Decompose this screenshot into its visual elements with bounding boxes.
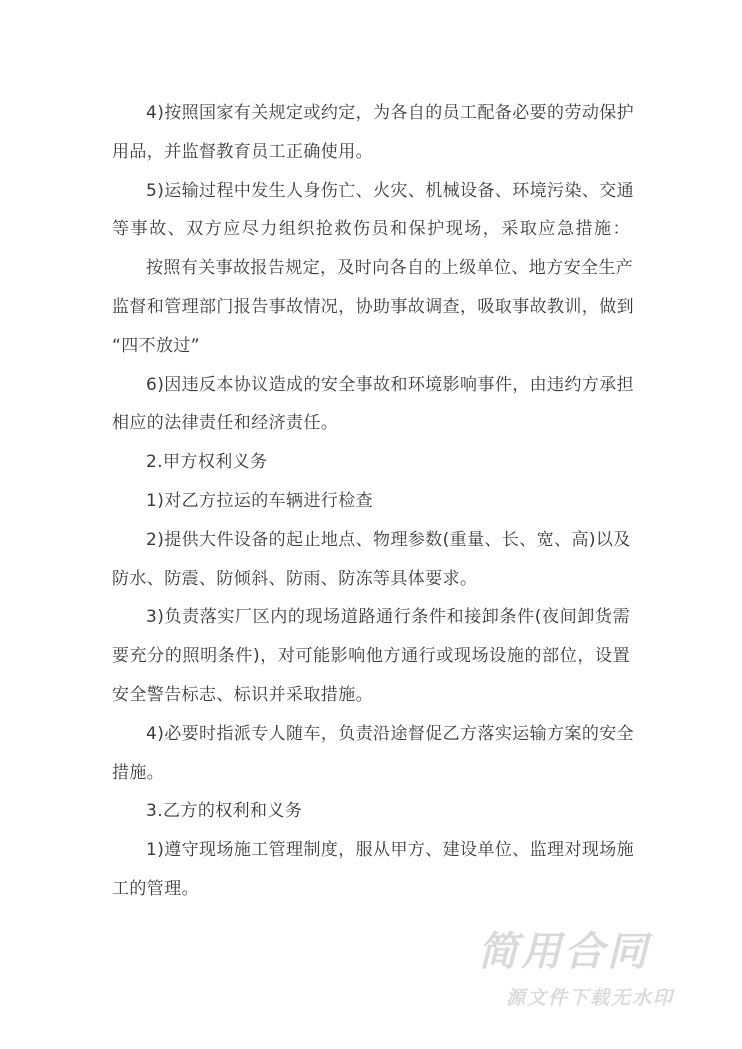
paragraph-line: “四不放过” [112,335,201,356]
paragraph-line: 等事故、双方应尽力组织抢救伤员和保护现场，采取应急措施： [112,219,630,240]
paragraph-line: 相应的法律责任和经济责任。 [112,413,339,434]
paragraph-line: 工的管理。 [112,878,199,899]
paragraph-line: 安全警告标志、标识并采取措施。 [112,684,373,705]
paragraph-line: 4)必要时指派专人随车，负责沿途督促乙方落实运输方案的安全 [146,723,635,744]
paragraph-line: 3)负责落实厂区内的现场道路通行条件和接卸条件(夜间卸货需 [146,607,630,628]
paragraph-line: 2)提供大件设备的起止地点、物理参数(重量、长、宽、高)以及 [146,529,631,550]
watermark-title: 简用合同 [478,929,650,975]
watermark-subtitle: 源文件下载无水印 [506,987,675,1009]
paragraph-line: 防水、防震、防倾斜、防雨、防冻等具体要求。 [112,568,478,589]
section-heading: 3.乙方的权利和义务 [146,801,303,822]
paragraph-line: 要充分的照明条件)，对可能影响他方通行或现场设施的部位，设置 [112,646,630,667]
paragraph-line: 6)因违反本协议造成的安全事故和环境影响事件，由违约方承担 [146,374,635,395]
document-body [112,101,635,916]
paragraph-line: 1)遵守现场施工管理制度，服从甲方、建设单位、监理对现场施 [146,840,635,861]
paragraph-line: 5)运输过程中发生人身伤亡、火灾、机械设备、环境污染、交通 [146,180,635,201]
paragraph-line: 监督和管理部门报告事故情况，协助事故调查，吸取事故教训，做到 [112,296,634,317]
watermark [478,920,674,1010]
paragraph-line: 1)对乙方拉运的车辆进行检查 [146,490,374,511]
section-heading: 2.甲方权利义务 [146,452,268,473]
paragraph-line: 用品，并监督教育员工正确使用。 [112,141,373,162]
paragraph-line: 按照有关事故报告规定，及时向各自的上级单位、地方安全生产 [146,258,634,279]
paragraph-line: 4)按照国家有关规定或约定，为各自的员工配备必要的劳动保护 [146,103,635,123]
paragraph-line: 措施。 [112,762,165,783]
